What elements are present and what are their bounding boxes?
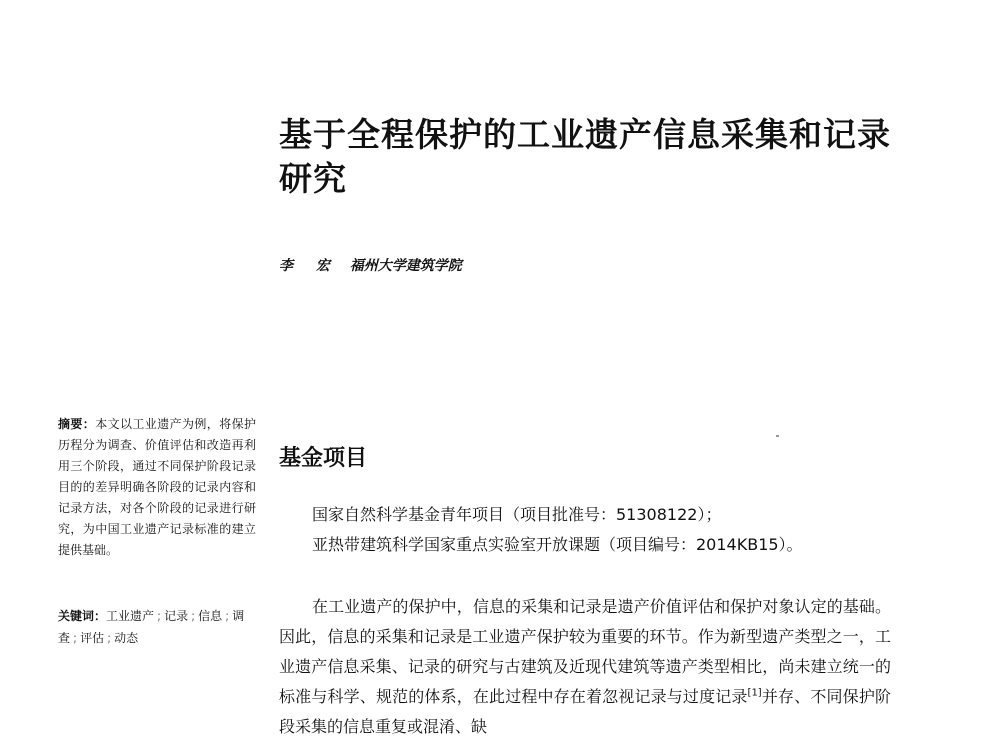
- funding-list: [312, 500, 803, 560]
- keyword-separator: ;: [107, 631, 112, 645]
- funding-item: 国家自然科学基金青年项目（项目批准号：51308122）；: [312, 505, 722, 524]
- funding-item: 亚热带建筑科学国家重点实验室开放课题（项目编号：2014KB15）。: [312, 535, 803, 554]
- keyword: 信息: [198, 609, 223, 623]
- body-paragraph: [279, 592, 891, 742]
- keyword-separator: ;: [225, 609, 230, 623]
- funding-heading: 基金项目: [279, 446, 368, 471]
- reference-mark: [1]: [747, 687, 762, 699]
- body-text-part: 并存、不同保护阶段采集的信息重复或混淆、缺: [279, 687, 891, 736]
- byline: [279, 255, 462, 277]
- keyword: 评估: [80, 631, 105, 645]
- article-title: 基于全程保护的工业遗产信息采集和记录研究: [279, 115, 891, 198]
- keyword: 调查: [58, 609, 245, 645]
- scan-speck: [776, 435, 779, 437]
- keyword-separator: ;: [157, 609, 162, 623]
- abstract-label: 摘要：: [58, 417, 96, 431]
- keyword: 记录: [164, 609, 189, 623]
- keyword: 工业遗产: [106, 609, 155, 623]
- abstract: [58, 414, 256, 561]
- keywords: [58, 605, 256, 649]
- abstract-text: 本文以工业遗产为例，将保护历程分为调查、价值评估和改造再利用三个阶段，通过不同保护阶段记录目的的差异明确各阶段的记录内容和记录方法，对各个阶段的记录进行研究，为中国工业遗产记录标准的建立提供基础。: [58, 417, 256, 557]
- keyword: 动态: [114, 631, 139, 645]
- keyword-separator: ;: [73, 631, 78, 645]
- body-text-part: 在工业遗产的保护中，信息的采集和记录是遗产价值评估和保护对象认定的基础。因此，信息的采集和记录是工业遗产保护较为重要的环节。作为新型遗产类型之一，工业遗产信息采集、记录的研究与古建筑及近现代建筑等遗产类型相比，尚未建立统一的标准与科学、规范的体系，在此过程中存在着忽视记录与过度记录: [279, 597, 891, 706]
- keyword-separator: ;: [191, 609, 196, 623]
- author-name: 李 宏: [279, 258, 339, 274]
- keywords-label: 关键词：: [58, 609, 107, 623]
- author-affiliation: 福州大学建筑学院: [349, 258, 462, 274]
